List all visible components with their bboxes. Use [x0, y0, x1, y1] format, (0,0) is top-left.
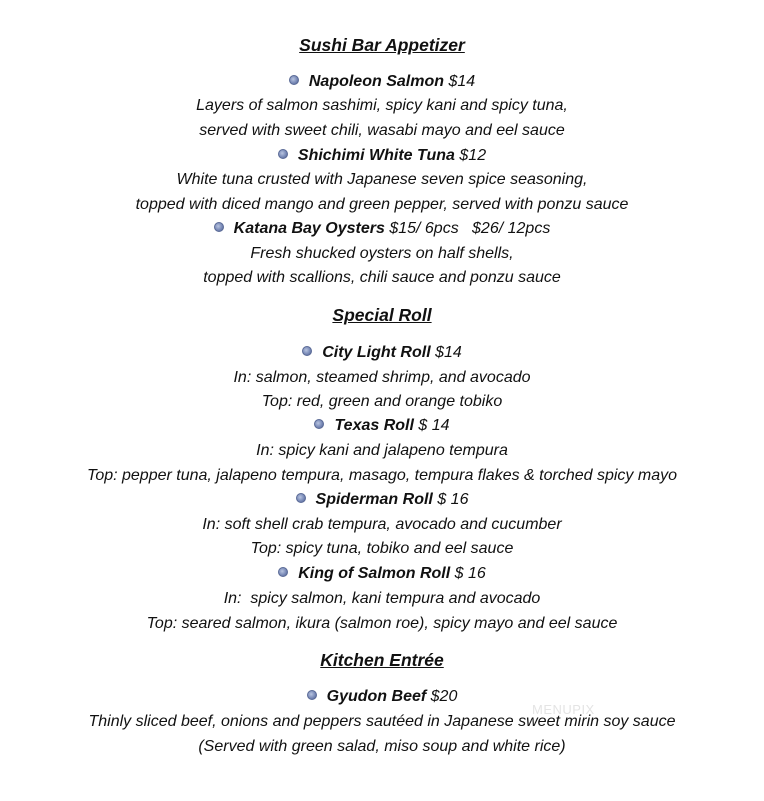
bullet-icon [214, 222, 224, 232]
item-description: In: spicy salmon, kani tempura and avocado [223, 590, 541, 607]
item-description: Top: red, green and orange tobiko [261, 393, 503, 410]
item-description: In: spicy kani and jalapeno tempura [256, 442, 508, 459]
menu-item-king-of-salmon-roll [0, 564, 764, 584]
item-description: Thinly sliced beef, onions and peppers sautéed in Japanese sweet mirin soy sauce [88, 713, 676, 730]
menu-item-spiderman-roll [0, 490, 764, 510]
item-name: Texas Roll [334, 417, 414, 434]
item-description: Top: seared salmon, ikura (salmon roe), spicy mayo and eel sauce [146, 615, 618, 632]
item-description: Top: spicy tuna, tobiko and eel sauce [250, 540, 514, 557]
bullet-icon [307, 690, 317, 700]
item-description: White tuna crusted with Japanese seven spice seasoning, [176, 171, 588, 188]
item-description: Layers of salmon sashimi, spicy kani and spicy tuna, [196, 97, 568, 114]
bullet-icon [289, 75, 299, 85]
item-description: In: salmon, steamed shrimp, and avocado [233, 369, 531, 386]
menu-item-shichimi-white-tuna [0, 146, 764, 166]
menu-item-texas-roll [0, 416, 764, 436]
item-price: $14 [435, 344, 462, 361]
item-price: $ 16 [454, 565, 486, 582]
item-name: King of Salmon Roll [298, 565, 451, 582]
item-price: $14 [448, 73, 476, 90]
watermark: MENUPIX [532, 702, 595, 717]
item-description: Top: pepper tuna, jalapeno tempura, masago, tempura flakes & torched spicy mayo [87, 467, 677, 484]
item-name: Katana Bay Oysters [233, 220, 385, 237]
item-price: $ 16 [437, 491, 469, 508]
menu-item-gyudon-beef [0, 687, 764, 707]
item-description: topped with scallions, chili sauce and ponzu sauce [203, 269, 561, 286]
bullet-icon [278, 567, 288, 577]
menu-item-napoleon-salmon [0, 72, 764, 92]
item-description: topped with diced mango and green pepper, served with ponzu sauce [135, 196, 629, 213]
section-heading-sushi-bar-appetizer: Sushi Bar Appetizer [299, 35, 465, 55]
menu-item-katana-bay-oysters [0, 219, 764, 239]
item-description: Fresh shucked oysters on half shells, [250, 245, 514, 262]
item-description: served with sweet chili, wasabi mayo and eel sauce [199, 122, 565, 139]
item-name: Napoleon Salmon [308, 73, 444, 90]
bullet-icon [278, 149, 288, 159]
item-name: City Light Roll [322, 344, 431, 361]
bullet-icon [296, 493, 306, 503]
item-price: $15/ 6pcs $26/ 12pcs [389, 220, 551, 237]
item-name: Gyudon Beef [326, 688, 427, 705]
bullet-icon [302, 346, 312, 356]
section-heading-special-roll: Special Roll [332, 305, 432, 325]
item-price: $20 [430, 688, 458, 705]
item-price: $ 14 [418, 417, 450, 434]
item-description: In: soft shell crab tempura, avocado and cucumber [202, 516, 562, 533]
menu-item-city-light-roll [0, 343, 764, 363]
item-description: (Served with green salad, miso soup and white rice) [198, 738, 566, 755]
item-price: $12 [459, 147, 487, 164]
item-name: Shichimi White Tuna [297, 147, 455, 164]
section-heading-kitchen-entree: Kitchen Entrée [320, 650, 444, 670]
item-name: Spiderman Roll [315, 491, 433, 508]
bullet-icon [314, 419, 324, 429]
